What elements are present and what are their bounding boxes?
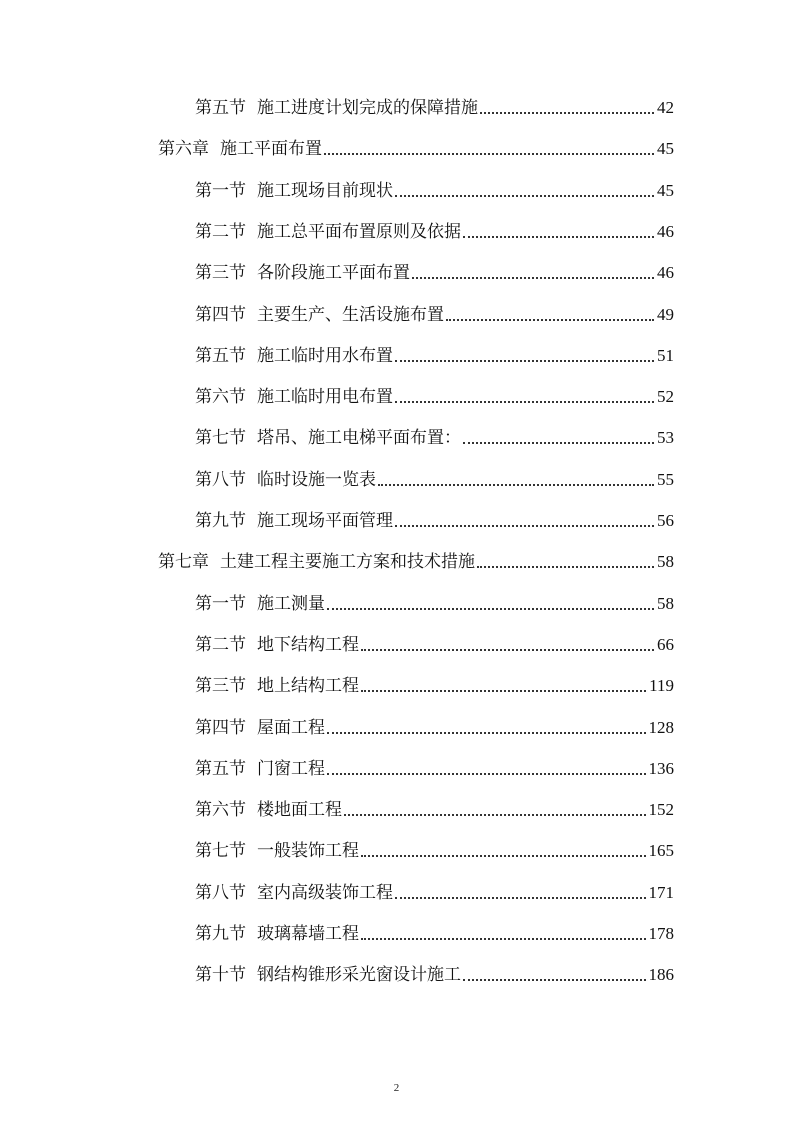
toc-section-entry[interactable] bbox=[195, 791, 674, 821]
toc-dot-leader bbox=[395, 525, 654, 527]
toc-dot-leader bbox=[412, 277, 654, 279]
toc-entry-label: 第五节 bbox=[195, 758, 246, 779]
toc-section-entry[interactable] bbox=[195, 709, 674, 739]
toc-entry-label: 第八节 bbox=[195, 882, 246, 903]
toc-entry-title: 临时设施一览表 bbox=[257, 469, 376, 490]
toc-entry-title: 地上结构工程 bbox=[257, 676, 359, 697]
toc-entry-title: 土建工程主要施工方案和技术措施 bbox=[220, 552, 475, 573]
toc-entry-label: 第一节 bbox=[195, 180, 246, 201]
toc-section-entry[interactable] bbox=[195, 337, 674, 367]
toc-entry-label: 第七节 bbox=[195, 841, 246, 862]
toc-dot-leader bbox=[361, 690, 646, 692]
toc-entry-title: 主要生产、生活设施布置 bbox=[257, 304, 444, 325]
toc-entry-label: 第六章 bbox=[158, 139, 209, 160]
toc-entry-label: 第三节 bbox=[195, 676, 246, 697]
toc-entry-title: 钢结构锥形采光窗设计施工 bbox=[257, 965, 461, 986]
toc-dot-leader bbox=[395, 195, 654, 197]
toc-section-entry[interactable] bbox=[195, 874, 674, 904]
toc-entry-title: 楼地面工程 bbox=[257, 800, 342, 821]
toc-entry-label: 第二节 bbox=[195, 634, 246, 655]
toc-entry-label: 第九节 bbox=[195, 511, 246, 531]
toc-entry-title: 塔吊、施工电梯平面布置： bbox=[257, 428, 461, 449]
toc-section-entry[interactable] bbox=[195, 915, 674, 945]
toc-entry-page-number: 45 bbox=[657, 180, 674, 200]
toc-entry-page-number: 58 bbox=[657, 593, 674, 613]
toc-entry-page-number: 53 bbox=[657, 428, 674, 448]
toc-dot-leader bbox=[361, 938, 646, 940]
toc-entry-page-number: 165 bbox=[648, 841, 674, 861]
toc-entry-title: 一般装饰工程 bbox=[257, 841, 359, 862]
toc-entry-page-number: 42 bbox=[657, 98, 674, 117]
toc-entry-label: 第五节 bbox=[195, 345, 246, 366]
toc-entry-label: 第九节 bbox=[195, 924, 246, 944]
toc-entry-page-number: 178 bbox=[648, 924, 674, 943]
toc-section-entry[interactable] bbox=[195, 419, 674, 449]
toc-entry-page-number: 51 bbox=[657, 345, 674, 365]
toc-entry-title: 施工临时用水布置 bbox=[257, 345, 393, 366]
toc-entry-title: 室内高级装饰工程 bbox=[257, 882, 393, 903]
toc-entry-page-number: 46 bbox=[657, 221, 674, 241]
toc-entry-page-number: 58 bbox=[657, 552, 674, 572]
toc-section-entry[interactable] bbox=[195, 172, 674, 202]
toc-section-entry[interactable] bbox=[195, 461, 674, 491]
toc-entry-page-number: 56 bbox=[657, 511, 674, 530]
toc-dot-leader bbox=[361, 649, 654, 651]
toc-dot-leader bbox=[446, 319, 654, 321]
toc-section-entry[interactable] bbox=[195, 89, 674, 119]
toc-entry-label: 第三节 bbox=[195, 263, 246, 284]
toc-section-entry[interactable] bbox=[195, 585, 674, 615]
toc-entry-title: 玻璃幕墙工程 bbox=[257, 924, 359, 944]
toc-section-entry[interactable] bbox=[195, 832, 674, 862]
toc-entry-label: 第一节 bbox=[195, 593, 246, 614]
toc-entry-page-number: 46 bbox=[657, 263, 674, 283]
toc-entry-title: 施工现场平面管理 bbox=[257, 511, 393, 531]
toc-dot-leader bbox=[361, 855, 646, 857]
toc-entry-page-number: 128 bbox=[648, 717, 674, 737]
toc-section-entry[interactable] bbox=[195, 378, 674, 408]
toc-entry-page-number: 171 bbox=[648, 882, 674, 902]
toc-entry-page-number: 55 bbox=[657, 469, 674, 489]
toc-entry-page-number: 152 bbox=[648, 800, 674, 820]
toc-entry-page-number: 52 bbox=[657, 387, 674, 407]
toc-section-entry[interactable] bbox=[195, 502, 674, 532]
toc-section-entry[interactable] bbox=[195, 750, 674, 780]
toc-section-entry[interactable] bbox=[195, 254, 674, 284]
toc-section-entry[interactable] bbox=[195, 296, 674, 326]
toc-dot-leader bbox=[480, 112, 654, 114]
toc-entry-page-number: 49 bbox=[657, 304, 674, 324]
toc-entry-title: 施工进度计划完成的保障措施 bbox=[257, 98, 478, 118]
toc-section-entry[interactable] bbox=[195, 956, 674, 986]
toc-entry-label: 第十节 bbox=[195, 965, 246, 986]
toc-dot-leader bbox=[344, 814, 646, 816]
toc-chapter-entry[interactable] bbox=[158, 130, 674, 160]
toc-dot-leader bbox=[327, 773, 646, 775]
toc-dot-leader bbox=[324, 153, 654, 155]
toc-entry-page-number: 186 bbox=[648, 965, 674, 985]
toc-section-entry[interactable] bbox=[195, 667, 674, 697]
toc-entry-label: 第四节 bbox=[195, 304, 246, 325]
toc-entry-label: 第二节 bbox=[195, 221, 246, 242]
toc-dot-leader bbox=[395, 401, 654, 403]
toc-entry-page-number: 66 bbox=[657, 634, 674, 654]
toc-dot-leader bbox=[378, 484, 654, 486]
toc-entry-title: 施工临时用电布置 bbox=[257, 387, 393, 408]
toc-dot-leader bbox=[477, 566, 654, 568]
toc-entry-label: 第七章 bbox=[158, 552, 209, 573]
toc-entry-page-number: 136 bbox=[648, 758, 674, 778]
toc-dot-leader bbox=[463, 442, 654, 444]
toc-dot-leader bbox=[327, 732, 646, 734]
toc-entry-title: 地下结构工程 bbox=[257, 634, 359, 655]
toc-entry-page-number: 45 bbox=[657, 139, 674, 159]
toc-entry-title: 屋面工程 bbox=[257, 717, 325, 738]
toc-dot-leader bbox=[463, 236, 654, 238]
toc-entry-page-number: 119 bbox=[649, 676, 674, 696]
toc-entry-label: 第七节 bbox=[195, 428, 246, 449]
toc-section-entry[interactable] bbox=[195, 213, 674, 243]
toc-entry-label: 第五节 bbox=[195, 98, 246, 118]
toc-entry-title: 各阶段施工平面布置 bbox=[257, 263, 410, 284]
toc-entry-title: 施工测量 bbox=[257, 593, 325, 614]
toc-entry-title: 施工平面布置 bbox=[220, 139, 322, 160]
toc-dot-leader bbox=[395, 897, 646, 899]
toc-dot-leader bbox=[395, 360, 654, 362]
toc-entry-title: 施工总平面布置原则及依据 bbox=[257, 221, 461, 242]
toc-entry-title: 施工现场目前现状 bbox=[257, 180, 393, 201]
toc-dot-leader bbox=[327, 608, 654, 610]
toc-entry-label: 第六节 bbox=[195, 800, 246, 821]
toc-section-entry[interactable] bbox=[195, 626, 674, 656]
toc-entry-label: 第六节 bbox=[195, 387, 246, 408]
toc-dot-leader bbox=[463, 979, 646, 981]
page-number: 2 bbox=[393, 1082, 400, 1094]
toc-entry-title: 门窗工程 bbox=[257, 758, 325, 779]
toc-chapter-entry[interactable] bbox=[158, 543, 674, 573]
toc-entry-label: 第四节 bbox=[195, 717, 246, 738]
toc-entry-label: 第八节 bbox=[195, 469, 246, 490]
